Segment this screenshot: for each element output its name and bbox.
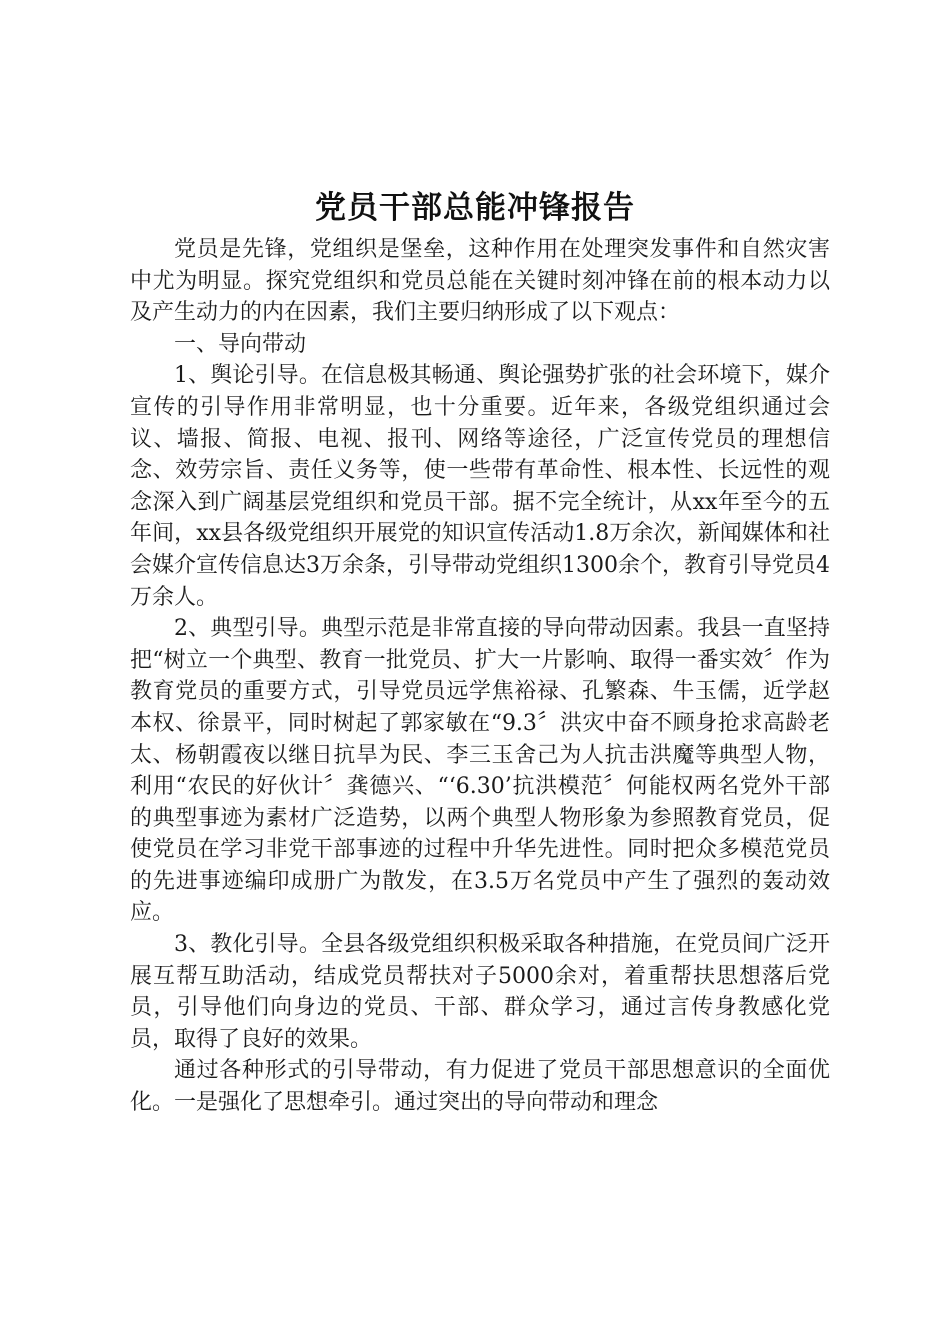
paragraph-model-guidance: 2、典型引导。典型示范是非常直接的导向带动因素。我县一直坚持把“树立一个典型、教育一批党员、扩大一片影响、取得一番实效〞作为教育党员的重要方式，引导党员远学焦裕禄、孔繁森、牛玉儒，近学赵本权、徐景平，同时树起了郭家敏在“9.3〞洪灾中奋不顾身抢求高龄老太、杨朝霞夜以继日抗旱为民、李三玉舍己为人抗击洪魔等典型人物，利用“农民的好伙计〞龚德兴、“‘6.30’抗洪模范〞何能权两名党外干部的典型事迹为素材广泛造势，以两个典型人物形象为参照教育党员，促使党员在学习非党干部事迹的过程中升华先进性。同时把众多模范党员的先进事迹编印成册广为散发，在3.5万名党员中产生了强烈的轰动效应。 (130, 616, 830, 926)
paragraph-education-guidance: 3、教化引导。全县各级党组织积极采取各种措施，在党员间广泛开展互帮互助活动，结成党员帮扶对子5000余对，着重帮扶思想落后党员，引导他们向身边的党员、干部、群众学习，通过言传身教感化党员，取得了良好的效果。 (130, 932, 830, 1052)
paragraph-opinion-guidance: 1、舆论引导。在信息极其畅通、舆论强势扩张的社会环境下，媒介宣传的引导作用非常明显，也十分重要。近年来，各级党组织通过会议、墙报、简报、电视、报刊、网络等途径，广泛宣传党员的理想信念、效劳宗旨、责任义务等，使一些带有革命性、根本性、长远性的观念深入到广阔基层党组织和党员干部。据不完全统计，从xx年至今的五年间，xx县各级党组织开展党的知识宣传活动1.8万余次，新闻媒体和社会媒介宣传信息达3万余条，引导带动党组织1300余个，教育引导党员4万余人。 (130, 363, 830, 610)
document-title: 党员干部总能冲锋报告 (315, 190, 635, 226)
paragraph-summary: 通过各种形式的引导带动，有力促进了党员干部思想意识的全面优化。一是强化了思想牵引。通过突出的导向带动和理念 (130, 1058, 830, 1116)
section-heading: 一、导向带动 (174, 331, 307, 357)
document-body (130, 234, 830, 1119)
paragraph-intro: 党员是先锋，党组织是堡垒，这种作用在处理突发事件和自然灾害中尤为明显。探究党组织和党员总能在关键时刻冲锋在前的根本动力以及产生动力的内在因素，我们主要归纳形成了以下观点： (130, 237, 830, 326)
